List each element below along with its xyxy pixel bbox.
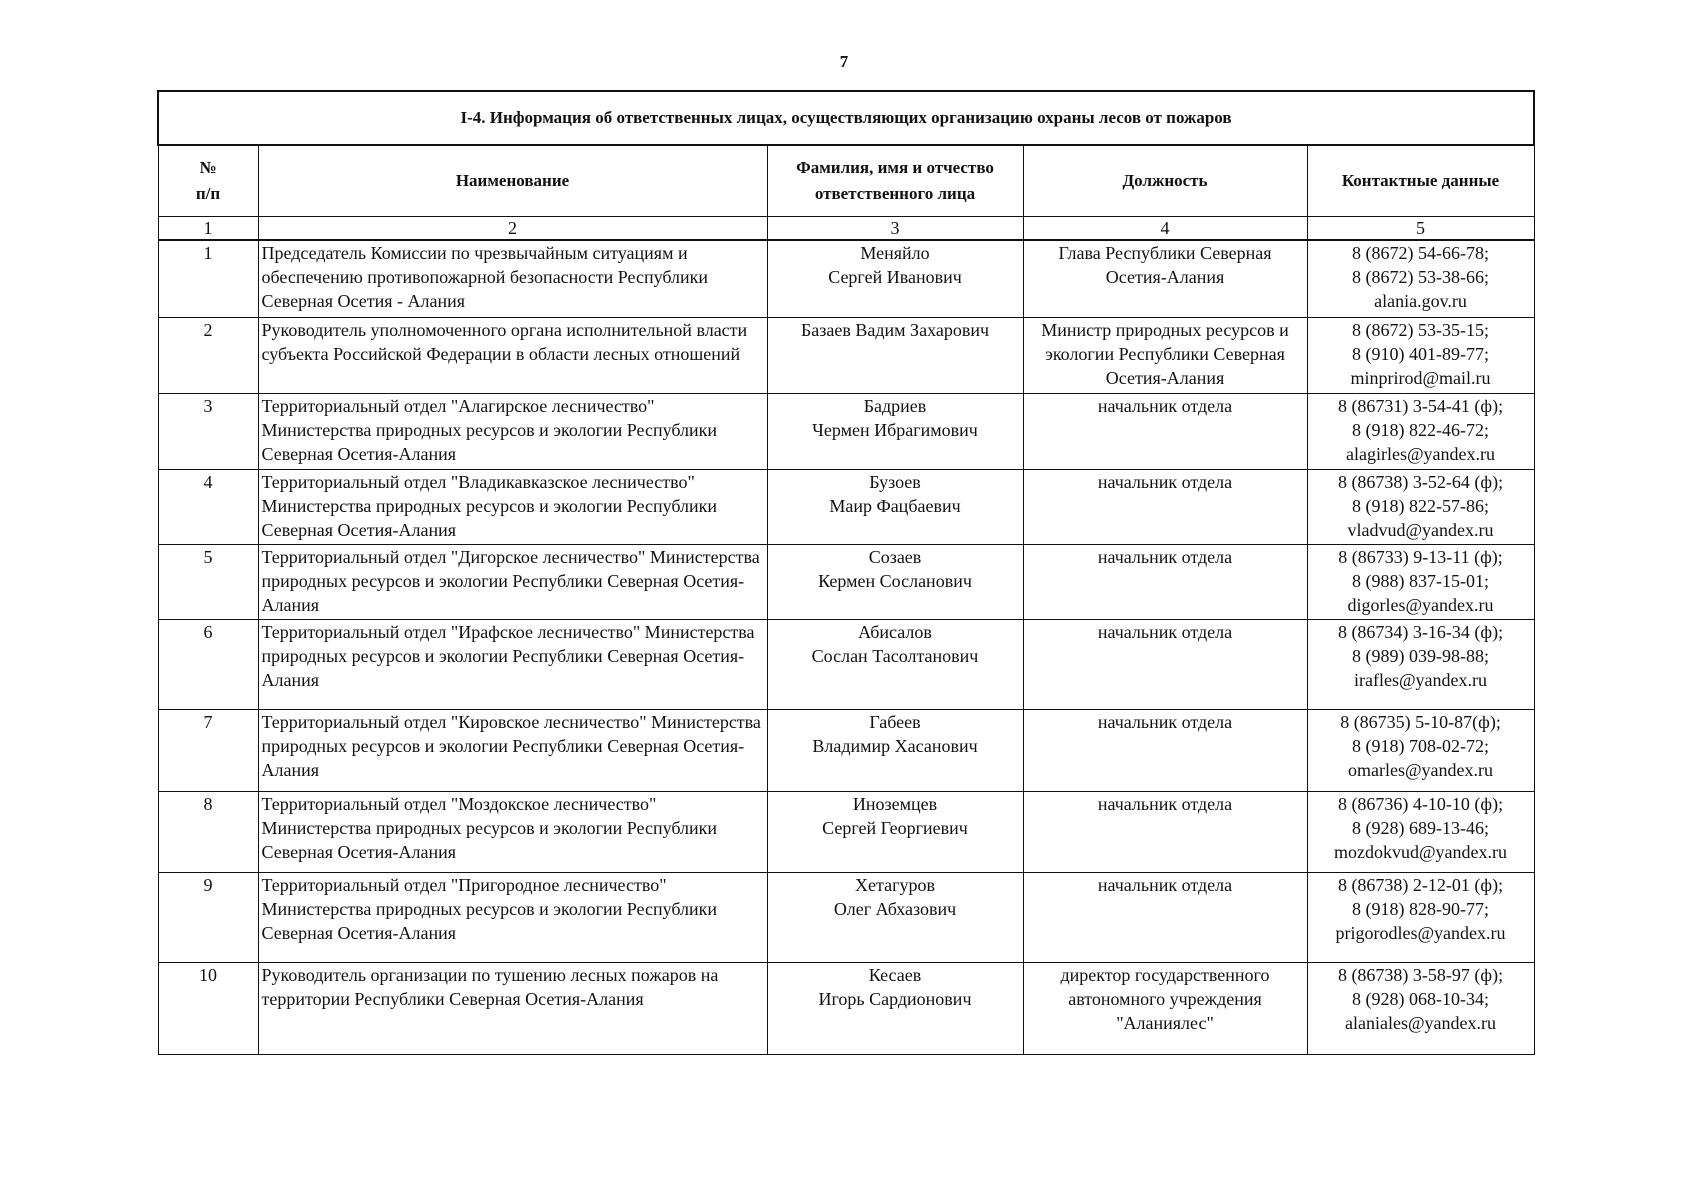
contact-phone: 8 (86735) 5-10-87(ф);: [1340, 711, 1501, 732]
row-number: 9: [158, 872, 258, 962]
organization-name: Председатель Комиссии по чрезвычайным ситуациям и обеспечению противопожарной безопасности Республики Северная Осетия - Алания: [258, 240, 767, 317]
responsible-person: Созаев Кермен Сосланович: [767, 544, 1023, 619]
table-row: [158, 240, 1534, 317]
responsible-person: Меняйло Сергей Иванович: [767, 240, 1023, 317]
header-num: № п/п: [158, 145, 258, 217]
column-number: 2: [258, 217, 767, 241]
responsible-person: Кесаев Игорь Сардионович: [767, 962, 1023, 1054]
contact-phone: 8 (988) 837-15-01;: [1352, 570, 1489, 591]
row-number: 7: [158, 709, 258, 791]
organization-name: Территориальный отдел "Владикавказское лесничество" Министерства природных ресурсов и экологии Республики Северная Осетия-Алания: [258, 469, 767, 544]
table-row: [158, 619, 1534, 709]
organization-name: Территориальный отдел "Алагирское лесничество" Министерства природных ресурсов и экологии Республики Северная Осетия-Алания: [258, 393, 767, 469]
organization-name: Территориальный отдел "Пригородное лесничество" Министерства природных ресурсов и экологии Республики Северная Осетия-Алания: [258, 872, 767, 962]
position: начальник отдела: [1023, 872, 1307, 962]
contact-phone: 8 (86738) 3-58-97 (ф);: [1337, 964, 1504, 985]
contact-website-email: irafles@yandex.ru: [1354, 669, 1488, 690]
contacts: [1307, 393, 1534, 469]
contact-phone: 8 (8672) 54-66-78;: [1352, 243, 1489, 263]
header-row: [158, 145, 1534, 217]
contact-phone: 8 (989) 039-98-88;: [1352, 645, 1489, 666]
contact-website-email: alagirles@yandex.ru: [1346, 443, 1496, 464]
contact-phone: 8 (928) 068-10-34;: [1352, 988, 1489, 1009]
row-number: 3: [158, 393, 258, 469]
contacts: [1307, 469, 1534, 544]
row-number: 2: [158, 317, 258, 393]
contact-phone: 8 (910) 401-89-77;: [1352, 343, 1489, 364]
contacts: [1307, 544, 1534, 619]
contact-website-email: alaniales@yandex.ru: [1345, 1012, 1497, 1033]
contact-phone: 8 (918) 828-90-77;: [1352, 898, 1489, 919]
table-row: [158, 791, 1534, 872]
contact-phone: 8 (928) 689-13-46;: [1352, 817, 1489, 838]
position: Министр природных ресурсов и экологии Республики Северная Осетия-Алания: [1023, 317, 1307, 393]
table-title-row: [158, 91, 1534, 145]
contact-website-email: prigorodles@yandex.ru: [1335, 922, 1506, 943]
table-title: I-4. Информация об ответственных лицах, осуществляющих организацию охраны лесов от пожаров: [158, 91, 1534, 145]
contact-phone: 8 (86731) 3-54-41 (ф);: [1337, 395, 1504, 416]
column-number-row: [158, 217, 1534, 241]
position: начальник отдела: [1023, 709, 1307, 791]
table-row: [158, 962, 1534, 1054]
contact-phone: 8 (918) 822-46-72;: [1352, 419, 1489, 440]
table-row: [158, 393, 1534, 469]
contact-phone: 8 (918) 708-02-72;: [1352, 735, 1489, 756]
organization-name: Территориальный отдел "Моздокское лесничество" Министерства природных ресурсов и экологии Республики Северная Осетия-Алания: [258, 791, 767, 872]
table-row: [158, 317, 1534, 393]
position: начальник отдела: [1023, 544, 1307, 619]
position: директор государственного автономного учреждения "Аланиялес": [1023, 962, 1307, 1054]
row-number: 8: [158, 791, 258, 872]
responsible-person: Базаев Вадим Захарович: [767, 317, 1023, 393]
header-contacts: Контактные данные: [1307, 145, 1534, 217]
contacts: [1307, 872, 1534, 962]
responsible-persons-table: [157, 90, 1535, 1055]
table-row: [158, 469, 1534, 544]
responsible-person: Габеев Владимир Хасанович: [767, 709, 1023, 791]
contacts: [1307, 240, 1534, 317]
table-row: [158, 544, 1534, 619]
responsible-person: Абисалов Сослан Тасолтанович: [767, 619, 1023, 709]
contact-phone: 8 (86738) 3-52-64 (ф);: [1337, 471, 1504, 492]
organization-name: Руководитель уполномоченного органа исполнительной власти субъекта Российской Федерации в области лесных отношений: [258, 317, 767, 393]
organization-name: Территориальный отдел "Дигорское лесничество" Министерства природных ресурсов и экологии Республики Северная Осетия-Алания: [258, 544, 767, 619]
row-number: 5: [158, 544, 258, 619]
position: начальник отдела: [1023, 393, 1307, 469]
table-row: [158, 709, 1534, 791]
organization-name: Территориальный отдел "Кировское лесничество" Министерства природных ресурсов и экологии Республики Северная Осетия-Алания: [258, 709, 767, 791]
header-position: Должность: [1023, 145, 1307, 217]
contact-phone: 8 (8672) 53-38-66;: [1352, 267, 1489, 287]
responsible-person: Бадриев Чермен Ибрагимович: [767, 393, 1023, 469]
row-number: 4: [158, 469, 258, 544]
contact-phone: 8 (86738) 2-12-01 (ф);: [1337, 874, 1504, 895]
contacts: [1307, 619, 1534, 709]
column-number: 3: [767, 217, 1023, 241]
column-number: 1: [158, 217, 258, 241]
contact-phone: 8 (8672) 53-35-15;: [1352, 319, 1489, 340]
page-number: 7: [839, 52, 849, 71]
contact-website-email: omarles@yandex.ru: [1348, 759, 1494, 780]
position: начальник отдела: [1023, 469, 1307, 544]
contact-phone: 8 (86734) 3-16-34 (ф);: [1337, 621, 1504, 642]
contacts: [1307, 709, 1534, 791]
header-name: Наименование: [258, 145, 767, 217]
contacts: [1307, 962, 1534, 1054]
row-number: 10: [158, 962, 258, 1054]
contact-website-email: alania.gov.ru: [1374, 291, 1467, 311]
contact-website-email: vladvud@yandex.ru: [1347, 519, 1494, 540]
row-number: 6: [158, 619, 258, 709]
contact-phone: 8 (86733) 9-13-11 (ф);: [1338, 546, 1503, 567]
contact-website-email: mozdokvud@yandex.ru: [1333, 841, 1508, 862]
column-number: 4: [1023, 217, 1307, 241]
organization-name: Территориальный отдел "Ирафское лесничество" Министерства природных ресурсов и экологии Республики Северная Осетия-Алания: [258, 619, 767, 709]
header-person: Фамилия, имя и отчество ответственного лица: [767, 145, 1023, 217]
contact-phone: 8 (918) 822-57-86;: [1352, 495, 1489, 516]
organization-name: Руководитель организации по тушению лесных пожаров на территории Республики Северная Осетия-Алания: [258, 962, 767, 1054]
contact-website-email: minprirod@mail.ru: [1350, 367, 1491, 388]
responsible-person: Хетагуров Олег Абхазович: [767, 872, 1023, 962]
responsible-person: Бузоев Маир Фацбаевич: [767, 469, 1023, 544]
position: начальник отдела: [1023, 791, 1307, 872]
contact-phone: 8 (86736) 4-10-10 (ф);: [1337, 793, 1504, 814]
position: начальник отдела: [1023, 619, 1307, 709]
column-number: 5: [1307, 217, 1534, 241]
row-number: 1: [158, 240, 258, 317]
contacts: [1307, 791, 1534, 872]
responsible-person: Иноземцев Сергей Георгиевич: [767, 791, 1023, 872]
position: Глава Республики Северная Осетия-Алания: [1023, 240, 1307, 317]
contact-website-email: digorles@yandex.ru: [1347, 594, 1494, 615]
contacts: [1307, 317, 1534, 393]
table-row: [158, 872, 1534, 962]
